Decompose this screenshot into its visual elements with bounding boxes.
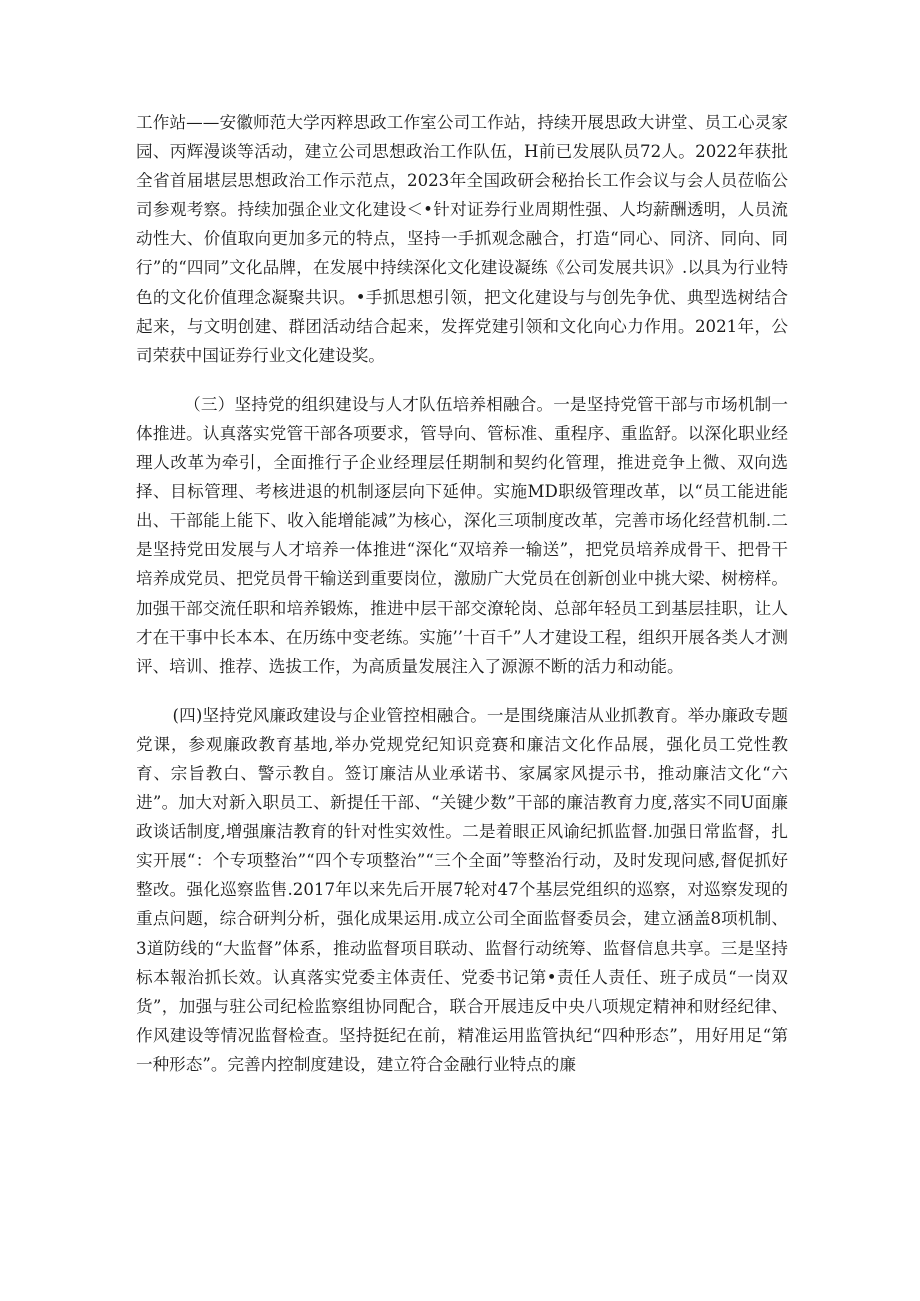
paragraph-organization-talent: （三）坚持党的组织建设与人才队伍培养相融合。一是坚持党管干部与市场机制一体推进。认真落实党管干部各项要求，管导向、管标准、重程序、重监舒。以深化职业经理人改革为牵引，全面推行子企业经理层任期制和契约化管理，推进竞争上微、双向选择、目标管理、考核进退的机制逐层向下延伸。实施MD职级管理改革，以“员工能进能出、干部能上能下、收入能增能减”为核心，深化三项制度改革，完善市场化经营机制.二是坚持党田发展与人才培养一体推进“深化“双培养一输送”，把党员培养成骨干、把骨干培养成党员、把党员骨干输送到重要岗位，激励广大党员在创新创业中挑大梁、树榜样。加强干部交流任职和培养锻炼，推进中层干部交潦轮岗、总部年轻员工到基层挂职，让人才在干事中长本本、在历练中变老练。实施’’十百千”人才建设工程，组织开展各类人才测评、培训、推荐、选拔工作，为高质量发展注入了源源不断的活力和动能。 — [136, 394, 788, 676]
document-body — [136, 108, 788, 1099]
paragraph-culture-building: 工作站——安徽师范大学丙粹思政工作室公司工作站，持续开展思政大讲堂、员工心灵家园、丙辉漫谈等活动，建立公司思想政治工作队伍，H前已发展队员72人。2022年获批全省首届堪层思想政治工作示范点，2023年全国政研会秘抬长工作会议与会人员莅临公司参观考察。持续加强企业文化建设＜•针对证券行业周期性强、人均薪酬透明，人员流动性大、价值取向更加多元的特点，坚持一手抓观念融合，打造“同心、同济、同向、同行”的“四同”文化品牌，在发展中持续深化文化建设凝练《公司发展共识》.以具为行业特色的文化价值理念凝聚共识。•手抓思想引领，把文化建设与与创先争优、典型选树结合起来，与文明创建、群团活动结合起来，发挥党建引领和文化向心力作用。2021年，公司荣获中国证券行业文化建设奖。 — [136, 113, 788, 365]
paragraph-integrity-governance: (四)坚持党风廉政建设与企业管控相融合。一是围绕廉洁从业抓教育。举办廉政专题党课，参观廉政教育基地,举办党规党纪知识竞赛和廉洁文化作品展，强化员工党性教育、宗旨教白、警示教自。签订廉洁从业承诺书、家属家风提示书，推动廉洁文化“六进”。加大对新入职员工、新提任干部、“关键少数”干部的廉洁教育力度,落实不同U面廉政谈话制度,增强廉洁教育的针对性实效性。二是着眼正风谕纪抓监督.加强日常监督，扎实开展“：个专项整治”“四个专项整治”“三个全面”等整治行动，及时发现问感,督促抓好整改。强化巡察监售.2017年以来先后开展7轮对47个基层党组织的巡察，对巡察发现的重点问题，综合研判分析，强化成果运用.成立公司全面监督委员会，建立涵盖8项机制、3道防线的“大监督”体系，推动监督项目联动、监督行动统筹、监督信息共享。三是坚持标本報治抓长效。认真落实党委主体责任、党委书记第•责任人责任、班子成员“一岗双货”，加强与驻公司纪检监察组协同配合，联合开展违反中央八项规定精神和财经纪律、作风建设等情况监督检查。坚持挺纪在前，精准运用监管执纪“四种形态”，用好用足“第一种形态”。完善内控制度建设，建立符合金融行业特点的廉 — [136, 705, 788, 1074]
